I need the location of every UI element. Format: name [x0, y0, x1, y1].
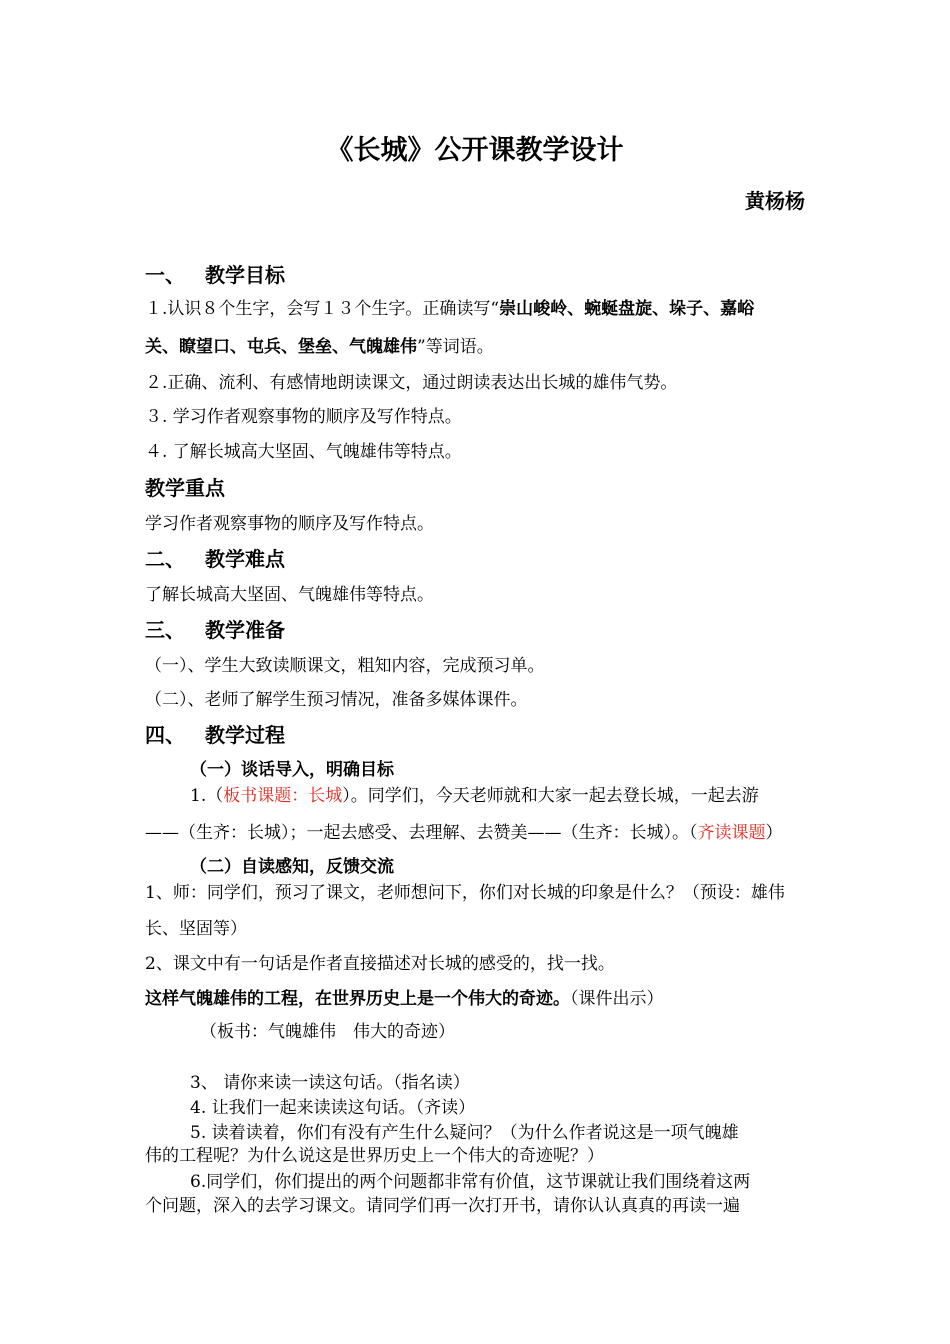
objective-item-3: ３. 学习作者观察事物的顺序及写作特点。: [145, 407, 462, 427]
objective-vocab-bold: 崇山峻岭、蜿蜒盘旋、垛子、嘉峪: [499, 299, 755, 319]
process-paragraph-2: 1、师：同学们，预习了课文，老师想问下，你们对长城的印象是什么？（预设：雄伟: [145, 883, 785, 903]
blackboard-note: 板书课题：长城: [223, 786, 343, 806]
objective-vocab-bold: 关、瞭望口、屯兵、堡垒、气魄雄伟: [145, 337, 417, 357]
process-paragraph-3: 2、课文中有一句话是作者直接描述对长城的感受的，找一找。: [145, 954, 615, 974]
author-name: 黄杨杨: [745, 189, 805, 213]
text-run: ）。同学们，今天老师就和大家一起去登长城，一起去游: [342, 786, 759, 806]
read-aloud-note: 齐读课题: [697, 823, 766, 843]
text-run: （课件出示）: [570, 989, 664, 1009]
objective-item-4: ４. 了解长城高大坚固、气魄雄伟等特点。: [145, 442, 462, 462]
section-heading-process: [145, 722, 285, 748]
process-paragraph-9: 6.同学们，你们提出的两个问题都非常有价值，这节课就让我们围绕着这两: [190, 1172, 751, 1192]
blackboard-line: （板书：气魄雄伟 伟大的奇迹）: [200, 1022, 455, 1042]
key-sentence: 这样气魄雄伟的工程，在世界历史上是一个伟大的奇迹。: [145, 989, 570, 1009]
process-paragraph-6: 3、 请你来读一读这句话。（指名读）: [190, 1073, 470, 1093]
section-heading-focus: 教学重点: [145, 476, 225, 500]
section-heading-preparation: [145, 617, 285, 643]
text-run: ——（生齐：长城）；一起去感受、去理解、去赞美——（生齐：长城）。（: [145, 823, 698, 843]
process-paragraph-9-cont: 个问题，深入的去学习课文。请同学们再一次打开书，请你认认真真的再读一遍: [145, 1196, 740, 1216]
section-title: 教学过程: [205, 723, 285, 747]
process-paragraph-8: 5. 读着读着，你们有没有产生什么疑问？（为什么作者说这是一项气魄雄: [190, 1123, 739, 1143]
section-number: 二、: [145, 547, 185, 571]
section-number: 三、: [145, 618, 185, 642]
section-heading-objectives: [145, 262, 285, 288]
objective-text: ”等词语。: [417, 337, 494, 357]
preparation-item-1: （一）、学生大致读顺课文，粗知内容，完成预习单。: [145, 656, 545, 676]
text-run: 1.（: [190, 786, 224, 806]
process-paragraph-4: [145, 988, 664, 1010]
process-paragraph-1: [190, 785, 759, 807]
document-title: 《长城》公开课教学设计: [326, 135, 624, 166]
objective-item-2: ２.正确、流利、有感情地朗读课文，通过朗读表达出长城的雄伟气势。: [145, 373, 678, 393]
focus-text: 学习作者观察事物的顺序及写作特点。: [145, 514, 434, 534]
process-paragraph-7: 4. 让我们一起来读读这句话。（齐读）: [190, 1098, 476, 1118]
subheading-reading: （二）自读感知，反馈交流: [190, 857, 394, 877]
process-paragraph-1-cont: [145, 822, 783, 844]
section-number: 四、: [145, 723, 185, 747]
objective-text: １.认识８个生字，会写１３个生字。正确读写“: [145, 299, 500, 319]
objective-item-1: [145, 298, 754, 320]
section-heading-difficulty: [145, 546, 285, 572]
text-run: ）: [765, 823, 783, 843]
process-paragraph-2-cont: 长、坚固等）: [145, 919, 247, 939]
subheading-intro: （一）谈话导入，明确目标: [190, 760, 394, 780]
objective-item-1-cont: [145, 336, 494, 358]
section-title: 教学目标: [205, 263, 285, 287]
section-title: 教学准备: [205, 618, 285, 642]
difficulty-text: 了解长城高大坚固、气魄雄伟等特点。: [145, 585, 434, 605]
section-number: 一、: [145, 263, 185, 287]
process-paragraph-8-cont: 伟的工程呢？为什么说这是世界历史上一个伟大的奇迹呢？）: [145, 1146, 604, 1166]
section-title: 教学难点: [205, 547, 285, 571]
preparation-item-2: （二）、老师了解学生预习情况，准备多媒体课件。: [145, 690, 528, 710]
